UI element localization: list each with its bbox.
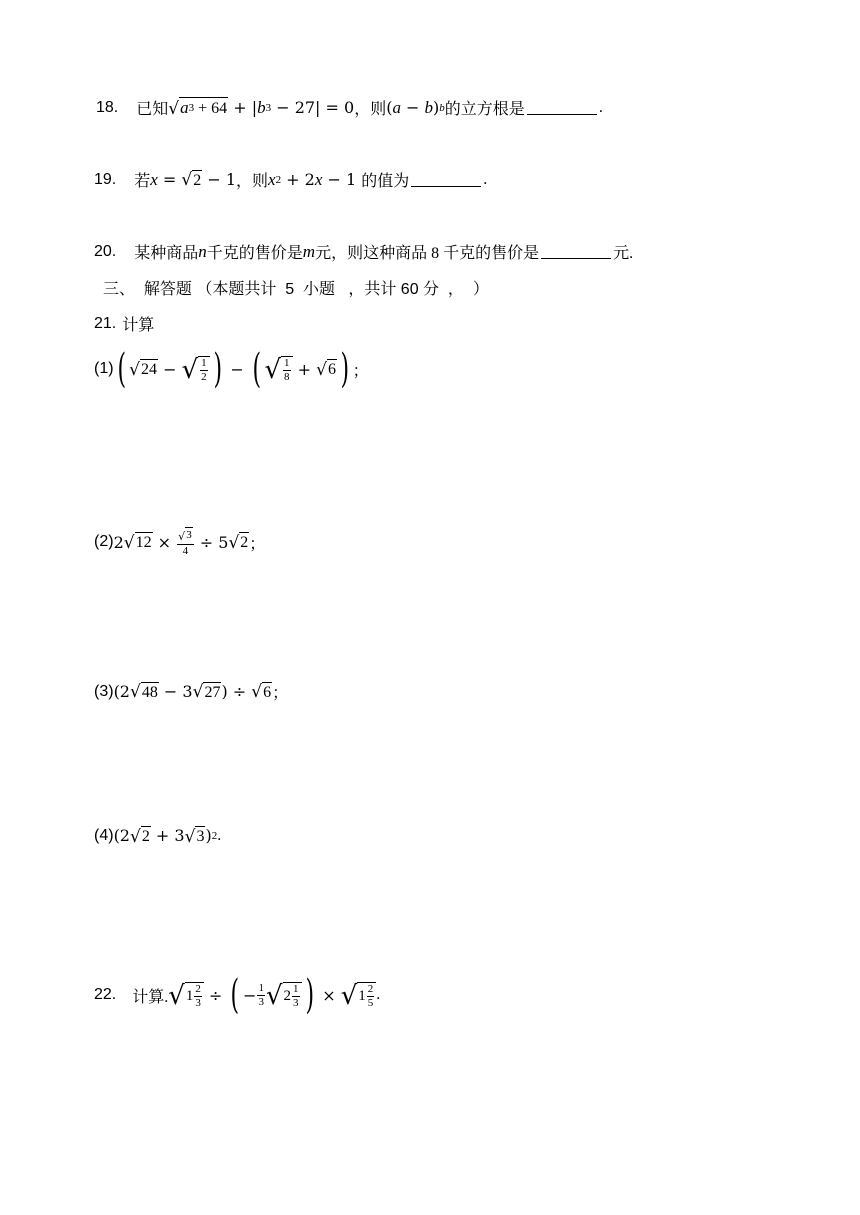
- question-text: 元，则这种商品 8 千克的售价是: [315, 245, 540, 262]
- sqrt-expression: √ 1 $\frac{2}{5}$: [341, 982, 377, 1009]
- sqrt-expression: √ $\frac{1}{8}$: [264, 356, 292, 383]
- sqrt-expression: √ a 3 + 64: [168, 98, 228, 119]
- question-number: 20.: [94, 242, 117, 260]
- answer-blank[interactable]: [411, 172, 481, 187]
- question-text: ，则: [354, 101, 387, 118]
- unit-text: 元.: [613, 245, 634, 262]
- sqrt-expression: √ 12: [123, 532, 152, 553]
- part-label: (3): [94, 682, 114, 700]
- question-number: 18.: [96, 98, 119, 116]
- question-19: 19. 若 x = √ 2 − 1 ，则 x 2 + 2 x − 1 的值为 .: [94, 169, 488, 191]
- question-text: 某种商品: [134, 245, 199, 262]
- question-text: 千克的售价是: [206, 245, 303, 262]
- answer-blank[interactable]: [527, 100, 597, 115]
- sqrt-expression: √ 2 $\frac{1}{3}$: [266, 982, 302, 1009]
- section-heading: [103, 276, 489, 299]
- sqrt-expression: √ 6: [316, 359, 336, 380]
- question-21-part-4: (4) (2 √ 2 + 3 √ 3 ) 2 .: [94, 826, 222, 847]
- sqrt-expression: √ 27: [192, 682, 221, 703]
- question-text: 的立方根是: [444, 101, 525, 118]
- sqrt-expression: √ $\frac{1}{2}$: [182, 356, 210, 383]
- question-number: 19.: [94, 170, 117, 188]
- question-number: 22.: [94, 986, 117, 1003]
- sqrt-expression: √ 2: [181, 170, 202, 191]
- period: .: [483, 170, 488, 188]
- question-text: 的值为: [361, 173, 410, 190]
- sqrt-expression: √ 1 $\frac{2}{3}$: [168, 982, 204, 1009]
- question-number: 21.: [94, 314, 117, 332]
- section-heading-text: 三、 解答题 （本题共计 5 小题 ，共计 60 分 ， ）: [103, 281, 489, 298]
- period: .: [598, 98, 603, 116]
- question-20: 20. 某种商品 n 千克的售价是 m 元，则这种商品 8 千克的售价是 元.: [94, 241, 634, 262]
- question-title: 计算: [122, 317, 155, 334]
- question-18: 18. 已知 √ a 3 + 64 + | b 3 − 27| = 0 ，则 ( a − b ) b 的立方根是 .: [96, 97, 603, 119]
- part-label: (2): [94, 533, 114, 550]
- sqrt-expression: √ 6: [251, 682, 272, 703]
- question-22: 22. 计算. √ 1 $\frac{2}{3}$ ÷ ( − $\frac{1}{3}$ √ 2 $\frac{1}{3}$ ) × √ 1 $\frac{2}{5}$ .: [94, 972, 381, 1018]
- answer-blank[interactable]: [541, 244, 611, 259]
- question-21-part-1: (1) ( √ 24 − √ $\frac{1}{2}$ ) − ( √ $\frac{1}{8}$ + √ 6 ) ；: [94, 346, 369, 392]
- question-21-part-2: (2) 2 √ 12 × √ 3 4 ÷ 5 √ 2 ；: [94, 529, 266, 557]
- question-21-part-3: (3) (2 √ 48 − 3 √ 27 ) ÷ √ 6 ；: [94, 682, 289, 703]
- question-text: ，则: [236, 173, 269, 190]
- fraction: √ 3 4: [178, 529, 192, 557]
- part-label: (4): [94, 826, 114, 844]
- part-label: (1): [94, 360, 114, 377]
- question-title: 计算.: [132, 988, 169, 1006]
- question-21-title: [94, 312, 154, 335]
- fraction: $\frac{1}{3}$: [258, 981, 264, 1008]
- sqrt-expression: √ 2: [129, 826, 150, 847]
- question-text: 已知: [136, 101, 169, 118]
- sqrt-expression: √ 3: [184, 826, 205, 847]
- sqrt-expression: √ 48: [129, 682, 158, 703]
- sqrt-expression: √ 24: [129, 359, 158, 380]
- sqrt-expression: √ 2: [228, 532, 249, 553]
- question-text: 若: [134, 173, 151, 190]
